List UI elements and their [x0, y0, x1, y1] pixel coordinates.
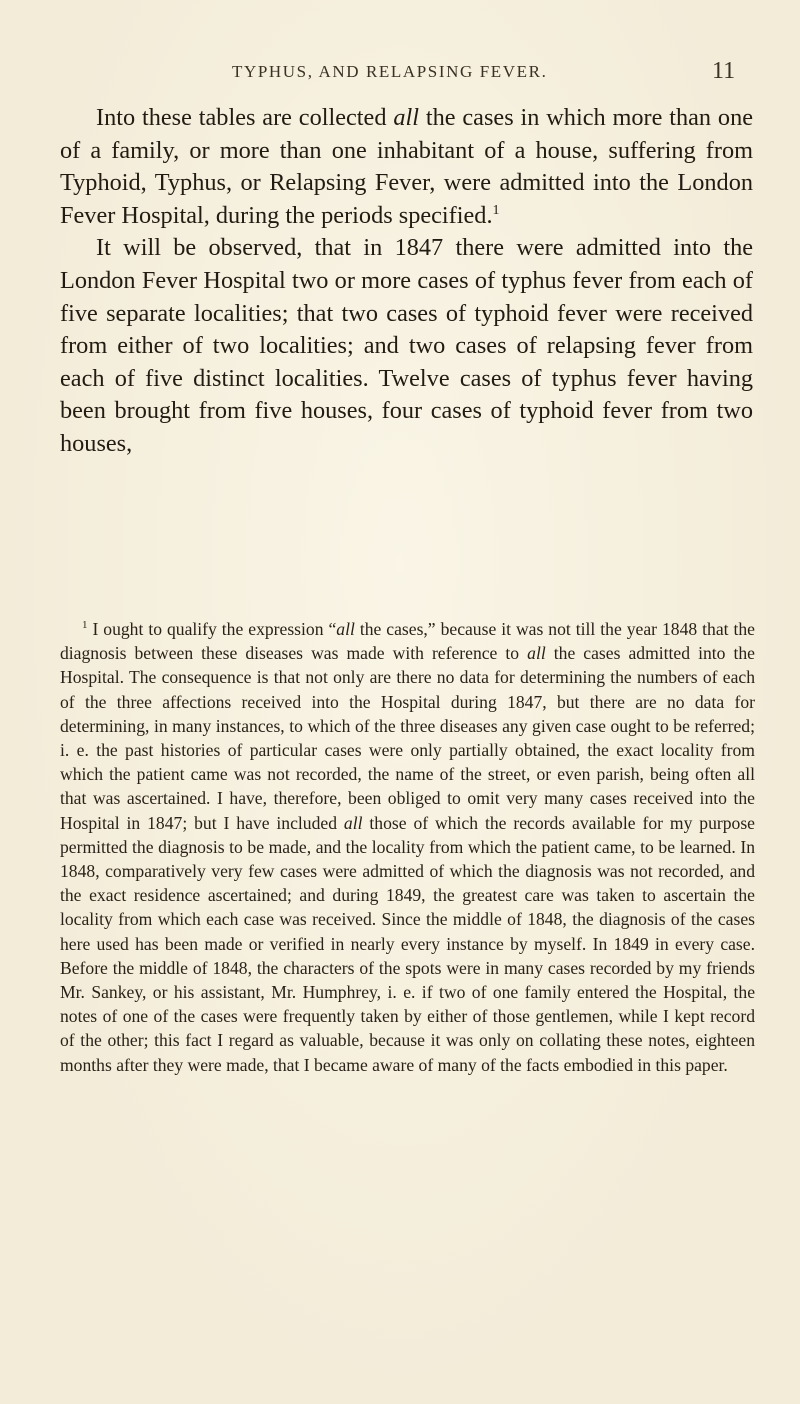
footnote-paragraph — [60, 617, 755, 1077]
paragraph-2: It will be observed, that in 1847 there were admitted into the London Fever Hospital two or more cases of typhus fever from each of five separate localities; that two cases of typhoid fever were received from either of two localities; and two cases of relapsing fever from each of five distinct localities. Twelve cases of typhus fever having been brought from five houses, four cases of typhoid fever from two houses, — [60, 234, 753, 457]
footnote-mark: 1 — [82, 619, 88, 632]
running-head — [0, 58, 800, 88]
footnote-text-c: the cases admitted into the Hospital. The consequence is that not only are there no data for determining the numbers of each of the three affections received into the Hospital during 1847, but there are no data for determining, in many instances, to which of the three diseases any given case ought to be referred; i. e. the past histories of particular cases were only partially obtained, the exact locality from which the patient came was not recorded, the name of the street, or even parish, being often all that was ascertained. I have, therefore, been obliged to omit very many cases received into the Hospital in 1847; but I have included — [60, 643, 755, 833]
footnote-emphasis-1: all — [336, 619, 355, 639]
emphasis-all: all — [393, 104, 419, 131]
footnote-text-b: the cases,” because it was not till the year 1848 that the diagnosis between these diseases was made with reference to — [60, 619, 755, 664]
footnote-emphasis-2: all — [527, 643, 546, 664]
footnote-emphasis-3: all — [343, 812, 363, 833]
main-text — [60, 102, 753, 461]
page-number: 11 — [712, 58, 736, 84]
footnote-reference: 1 — [492, 202, 500, 218]
running-title: TYPHUS, AND RELAPSING FEVER. — [232, 62, 548, 81]
footnote-text-a: I ought to qualify the expression “ — [87, 619, 337, 639]
paragraph-1-text-b: the cases in which more than one of a family, or more than one inhabitant of a house, suffering from Typhoid, Typhus, or Relapsing Fever, were admitted into the London Fever Hospital, during the periods specified. — [60, 104, 754, 229]
paragraph-1 — [60, 102, 753, 232]
footnote — [60, 617, 755, 1077]
paragraph-1-text-a: Into these tables are collected — [96, 104, 394, 131]
footnote-text-d: those of which the records available for my purpose permitted the diagnosis to be made, and the locality from which the patient came, to be learned. In 1848, comparatively very few cases were admitted of which the diagnosis was not recorded, and the exact residence ascertained; and during 1849, the greatest care was taken to ascertain the locality from which each case was received. Since the middle of 1848, the diagnosis of the cases here used has been made or verified in nearly every instance by myself. In 1849 in every case. Before the middle of 1848, the characters of the spots were in many cases recorded by my friends Mr. Sankey, or his assistant, Mr. Humphrey, i. e. if two of one family entered the Hospital, the notes of one of the cases were frequently taken by either of those gentlemen, while I kept record of the other; this fact I regard as valuable, because it was only on collating these notes, eighteen months after they were made, that I became aware of many of the facts embodied in this paper. — [60, 812, 755, 1075]
